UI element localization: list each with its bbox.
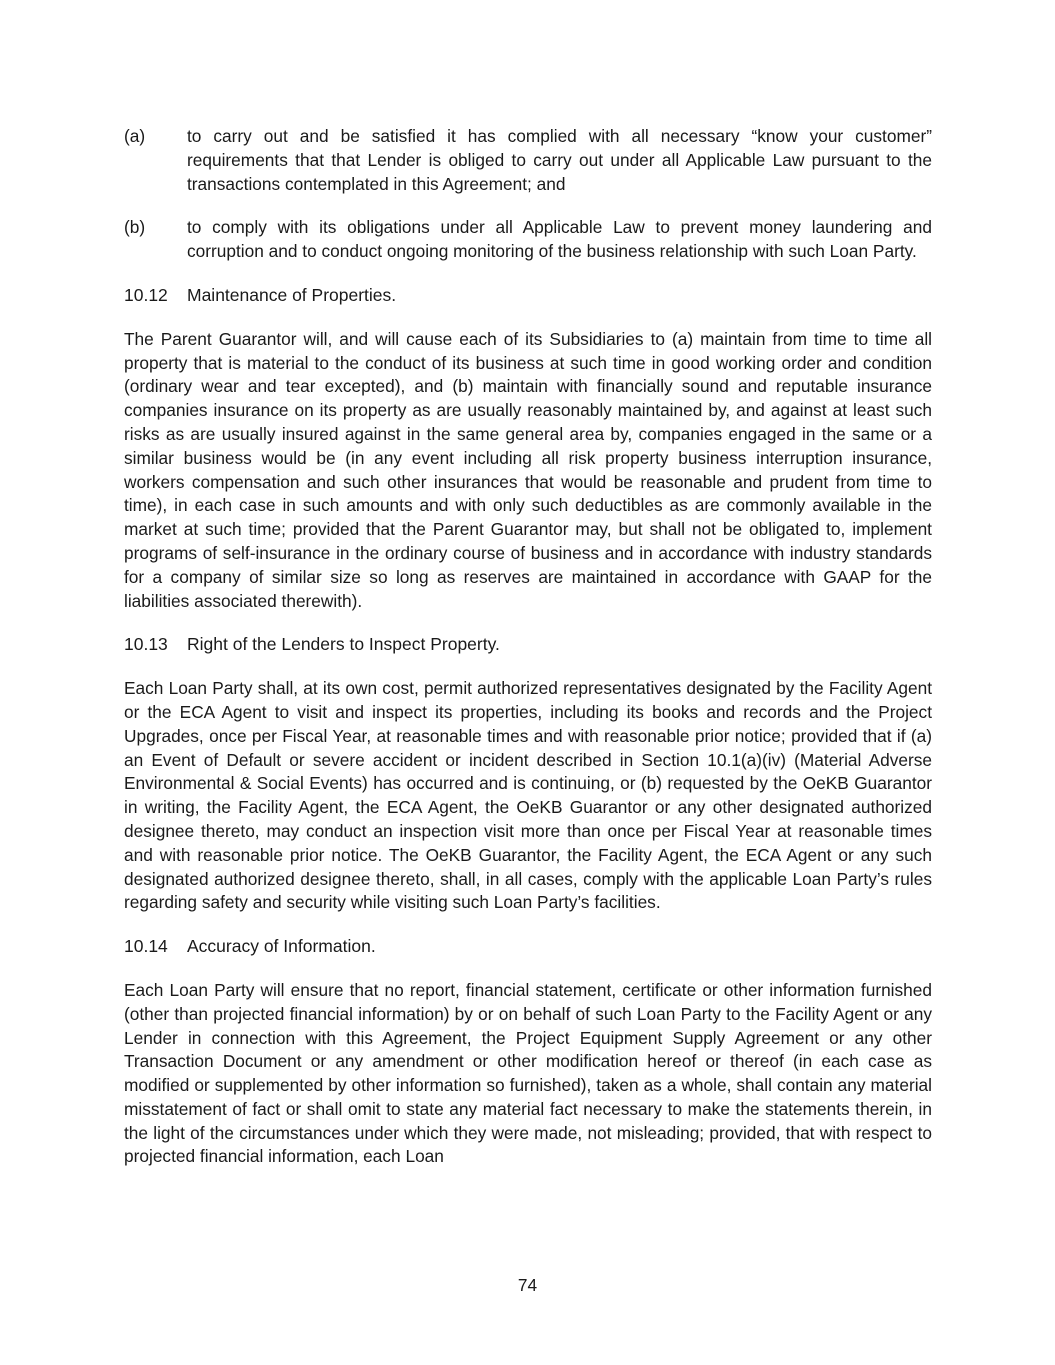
list-text: to carry out and be satisfied it has complied with all necessary “know your customer” requirements that that Lender is obliged to carry out under all Applicable Law pursuant to the transactions contemplated in this Agreement; and: [187, 126, 932, 194]
list-text: to comply with its obligations under all Applicable Law to prevent money laundering and corruption and to conduct ongoing monitoring of the business relationship with such Loan Party.: [187, 217, 932, 262]
list-item-b: [124, 216, 932, 264]
section-number: 10.13: [124, 634, 168, 655]
section-title: Accuracy of Information.: [187, 936, 376, 957]
list-marker: (a): [124, 126, 146, 146]
section-body-10-13: Each Loan Party shall, at its own cost, permit authorized representatives designated by the Facility Agent or the ECA Agent to visit and inspect its properties, including its books and records and the Project Upgrades, once per Fiscal Year, at reasonable times and with reasonable prior notice; provided that if (a) an Event of Default or severe accident or incident described in Section 10.1(a)(iv) (Material Adverse Environmental & Social Events) has occurred and is continuing, or (b) requested by the OeKB Guarantor in writing, the Facility Agent, the ECA Agent, the OeKB Guarantor or any other designated authorized designee thereto, may conduct an inspection visit more than once per Fiscal Year at reasonable times and with reasonable prior notice. The OeKB Guarantor, the Facility Agent, the ECA Agent or any such designated authorized designee thereto, shall, in all cases, comply with the applicable Loan Party’s rules regarding safety and security while visiting such Loan Party’s facilities.: [124, 678, 932, 913]
section-number: 10.14: [124, 936, 168, 957]
section-title: Right of the Lenders to Inspect Property.: [187, 634, 500, 655]
page-number: 74: [517, 1275, 538, 1295]
section-body-10-12: The Parent Guarantor will, and will cause each of its Subsidiaries to (a) maintain from time to time all property that is material to the conduct of its business at such time in good working order and condition (ordinary wear and tear excepted), and (b) maintain with financially sound and reputable insurance companies insurance on its property as are usually reasonably maintained by, and against at least such risks as are usually insured against in the same general area by, companies engaged in the same or a similar business would be (in any event including all risk property business interruption insurance, workers compensation and such other insurances that would be reasonable and prudent from time to time), in each case in such amounts and with only such deductibles as are commonly available in the market at such time; provided that the Parent Guarantor may, but shall not be obligated to, implement programs of self-insurance in the ordinary course of business and in accordance with industry standards for a company of similar size so long as reserves are maintained in accordance with GAAP for the liabilities associated therewith).: [124, 328, 932, 611]
section-heading-10-12: [124, 284, 932, 308]
section-heading-10-13: [124, 633, 932, 657]
section-title: Maintenance of Properties.: [187, 284, 397, 305]
document-page: [124, 125, 932, 1189]
list-marker: (b): [124, 217, 146, 238]
list-item-a: [124, 125, 932, 196]
section-number: 10.12: [124, 284, 168, 305]
section-body-10-14: Each Loan Party will ensure that no report, financial statement, certificate or other information furnished (other than projected financial information) by or on behalf of such Loan Party to the Facility Agent or any Lender in connection with this Agreement, the Project Equipment Supply Agreement or any other Transaction Document or any amendment or other modification hereof or thereof (in each case as modified or supplemented by other information so furnished), taken as a whole, shall contain any material misstatement of fact or shall omit to state any material fact necessary to make the statements therein, in the light of the circumstances under which they were made, not misleading; provided, that with respect to projected financial information, each Loan: [124, 979, 932, 1167]
section-heading-10-14: [124, 935, 932, 959]
